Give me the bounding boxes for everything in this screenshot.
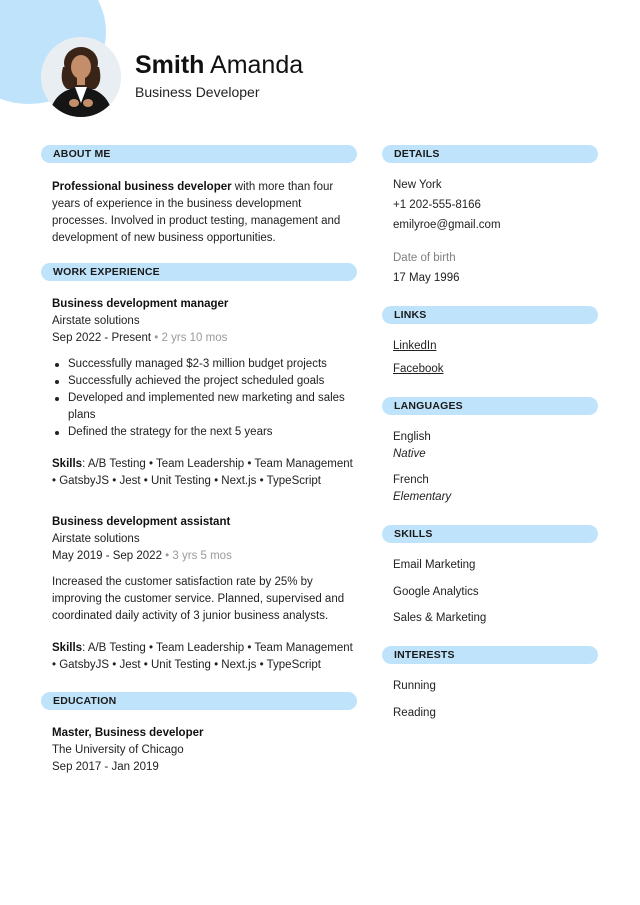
job2-role: Business development assistant	[52, 516, 231, 528]
job2-desc-line2: improving the customer service. Planned, supervised and	[52, 593, 345, 605]
job2-duration: • 3 yrs 5 mos	[165, 550, 232, 562]
details-dob-label: Date of birth	[393, 252, 456, 264]
about-heading: ABOUT ME	[41, 145, 357, 163]
first-name: Smith	[135, 51, 205, 79]
details-city: New York	[393, 179, 442, 191]
language-name: French	[393, 474, 429, 486]
skill-item: Email Marketing	[393, 559, 476, 571]
job2-skills-line1	[52, 642, 353, 654]
job2-skills-a: : A/B Testing • Team Leadership • Team Management	[82, 642, 353, 654]
candidate-name	[135, 50, 303, 80]
about-text	[52, 179, 352, 247]
about-line3: processes. Involved in product testing, management and	[52, 215, 341, 227]
skill-item: Google Analytics	[393, 586, 479, 598]
education-degree: Master, Business developer	[52, 727, 204, 739]
list-item: Defined the strategy for the next 5 years	[52, 424, 352, 441]
education-school: The University of Chicago	[52, 744, 184, 756]
skill-item: Sales & Marketing	[393, 612, 487, 624]
job1-role: Business development manager	[52, 298, 229, 310]
interest-item: Running	[393, 680, 436, 692]
details-email: emilyroe@gmail.com	[393, 219, 501, 231]
job2-dates: May 2019 - Sep 2022	[52, 550, 162, 562]
job1-dates: Sep 2022 - Present	[52, 332, 152, 344]
work-heading: WORK EXPERIENCE	[41, 263, 357, 281]
languages-heading: LANGUAGES	[382, 397, 598, 415]
profile-photo	[41, 37, 121, 117]
job1-bullets	[52, 356, 352, 441]
job2-skills-label: Skills	[52, 642, 83, 654]
last-name: Amanda	[210, 51, 304, 79]
list-item: Developed and implemented new marketing and sales plans	[52, 390, 352, 424]
link-facebook[interactable]: Facebook	[393, 363, 444, 375]
list-item: Successfully achieved the project scheduled goals	[52, 373, 352, 390]
about-line2: years of experience in the business development	[52, 198, 302, 210]
details-heading: DETAILS	[382, 145, 598, 163]
language-level: Native	[393, 448, 426, 460]
language-name: English	[393, 431, 431, 443]
interest-item: Reading	[393, 707, 436, 719]
links-heading: LINKS	[382, 306, 598, 324]
job1-dates-line	[52, 332, 227, 344]
about-line1: with more than four	[231, 181, 334, 193]
job1-duration: • 2 yrs 10 mos	[154, 332, 228, 344]
person-avatar-icon	[41, 37, 121, 117]
language-level: Elementary	[393, 491, 452, 503]
job1-skills-line1	[52, 458, 353, 470]
job1-skills-a: : A/B Testing • Team Leadership • Team Management	[82, 458, 353, 470]
job2-description	[52, 574, 352, 625]
details-phone: +1 202-555-8166	[393, 199, 481, 211]
job2-desc-line1: Increased the customer satisfaction rate by 25% by	[52, 576, 313, 588]
list-item: Successfully managed $2-3 million budget projects	[52, 356, 352, 373]
education-dates: Sep 2017 - Jan 2019	[52, 761, 159, 773]
job2-desc-line3: coordinated daily activity of 3 junior business analysts.	[52, 610, 329, 622]
job2-dates-line	[52, 550, 232, 562]
job1-company: Airstate solutions	[52, 315, 140, 327]
link-linkedin[interactable]: LinkedIn	[393, 340, 437, 352]
details-dob: 17 May 1996	[393, 272, 460, 284]
job2-company: Airstate solutions	[52, 533, 140, 545]
job-title: Business Developer	[135, 84, 260, 100]
interests-heading: INTERESTS	[382, 646, 598, 664]
job1-skills-label: Skills	[52, 458, 83, 470]
job1-skills-line2: • GatsbyJS • Jest • Unit Testing • Next.js • TypeScript	[52, 475, 321, 487]
skills-heading: SKILLS	[382, 525, 598, 543]
about-lead: Professional business developer	[52, 181, 232, 193]
job2-skills-line2: • GatsbyJS • Jest • Unit Testing • Next.js • TypeScript	[52, 659, 321, 671]
about-line4: development of new business opportunities.	[52, 232, 276, 244]
education-heading: EDUCATION	[41, 692, 357, 710]
